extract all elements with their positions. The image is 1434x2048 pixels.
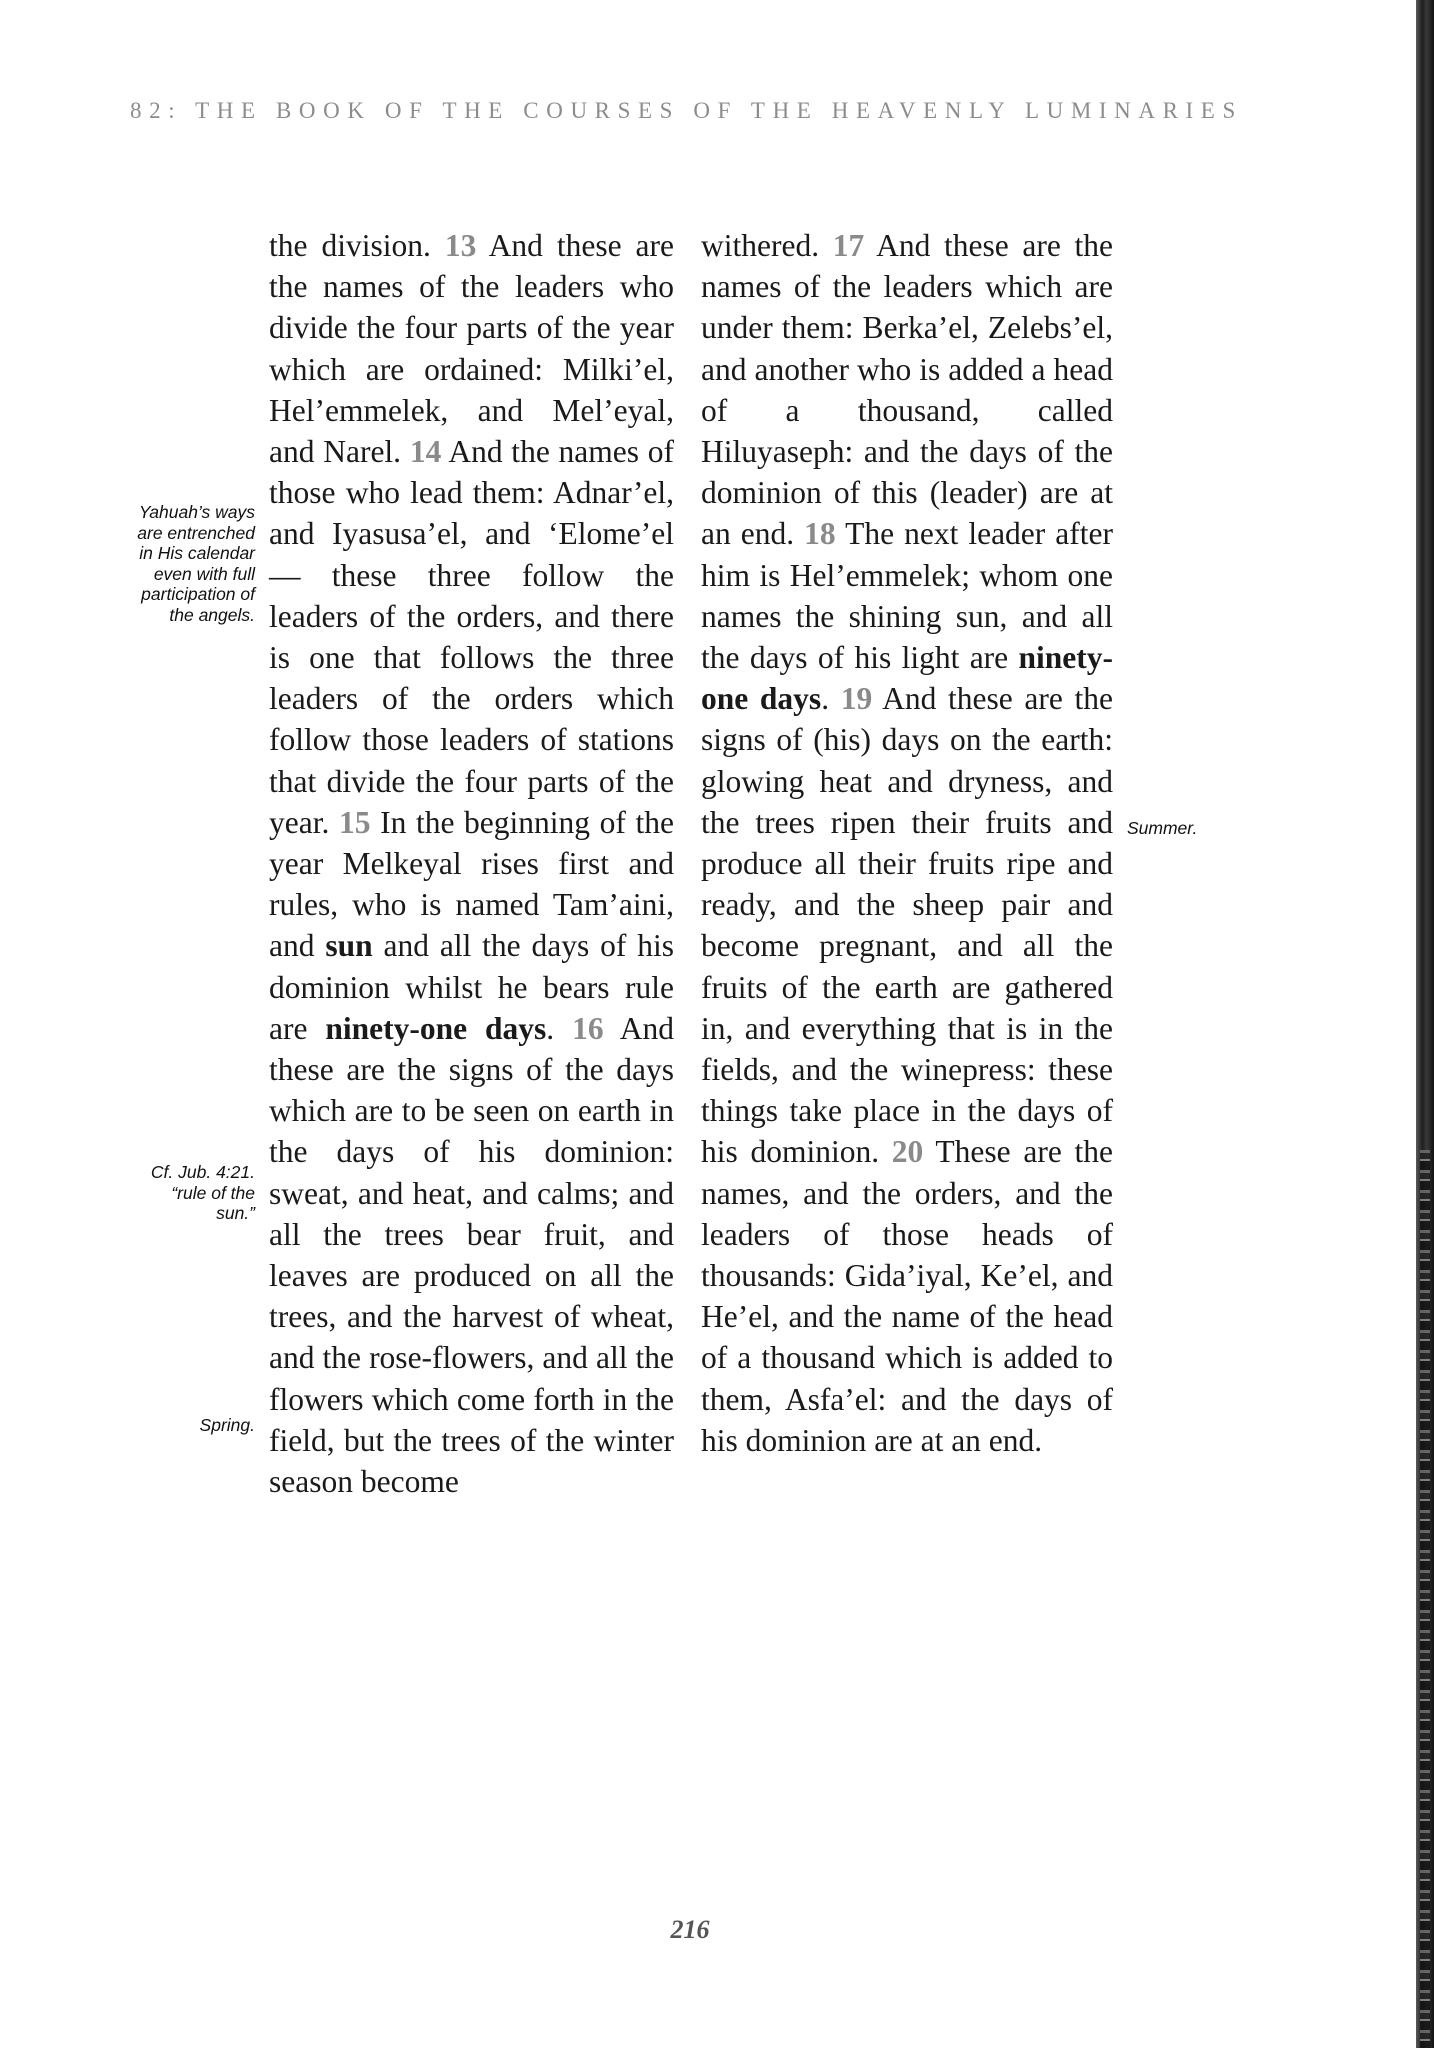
verse-text: the division. [269, 228, 445, 263]
margin-note-line: Yahuah’s ways [138, 502, 255, 522]
verse-number: 13 [444, 228, 477, 263]
bold-phrase: ninety-one days [325, 1010, 547, 1046]
bold-phrase: ninety-one days [701, 640, 1113, 717]
verse-text: And these are the signs of the days which are to be seen on earth in the days of his dominion: sweat, and heat, and calms; and all the trees bear fruit, and leaves are produced on all the trees, and the harvest of wheat, and the rose-flowers, and all the flowers which come forth in the field, but the trees of the winter season become [269, 1010, 674, 1500]
verse-number: 16 [572, 1010, 604, 1046]
margin-note-jubilees [105, 1162, 255, 1224]
verse-number: 19 [840, 681, 873, 717]
text-column-right [701, 225, 1113, 1461]
verse-text: And these are the names of the leaders which are under them: Berka’el, Zelebs’el, and another who is added a head of a thousand, called Hiluyaseph: and the days of the dominion of this (leader) are at an end. [701, 228, 1113, 552]
page-number: 216 [670, 1915, 710, 1944]
bold-phrase: sun [325, 928, 373, 964]
margin-note-line: Cf. Jub. 4:21. [150, 1162, 255, 1182]
margin-note-line: participation of [141, 584, 255, 604]
margin-note-line: Summer. [1127, 818, 1198, 838]
margin-note-line: sun.” [216, 1203, 255, 1223]
page-edge [1416, 0, 1434, 2048]
verse-text: And the names of those who lead them: Adnar’el, and Iyasusa’el, and ‘Elome’el— these three follow the leaders of the orders, and there is one that follows the three leaders of the orders which follow those leaders of stations that divide the four parts of the year. [269, 434, 674, 840]
verse-number: 15 [338, 804, 371, 840]
margin-note-line: in His calendar [139, 543, 255, 563]
text-column-left [269, 225, 674, 1502]
verse-text: . [546, 1010, 573, 1046]
verse-text: In the beginning of the year Melkeyal rises first and rules, who is named Tam’aini, and [269, 804, 674, 964]
verse-number: 17 [832, 228, 865, 263]
margin-note-line: even with full [153, 563, 255, 584]
verse-number: 18 [804, 516, 836, 552]
verse-text: and all the days of his dominion whilst he bears rule are [269, 928, 674, 1046]
margin-note-summer [1127, 818, 1197, 839]
margin-note-line: the angels. [169, 604, 255, 625]
margin-note-angels [105, 502, 255, 625]
verse-text: withered. [701, 228, 833, 263]
verse-text: And these are the names of the leaders who divide the four parts of the year which are ordained: Milki’el, Hel’emmelek, and Mel’eyal, and Narel. [269, 228, 675, 470]
verse-text: And these are the signs of (his) days on the earth: glowing heat and dryness, and the trees ripen their fruits and produce all their fruits ripe and ready, and the sheep pair and become pregnant, and all the fruits of the earth are gathered in, and everything that is in the fields, and the winepress: these things take place in the days of his dominion. [701, 681, 1114, 1170]
margin-note-line: “rule of the [171, 1182, 255, 1203]
running-head: 82: THE BOOK OF THE COURSES OF THE HEAVENLY LUMINARIES [130, 98, 1243, 123]
margin-note-spring [105, 1415, 255, 1436]
verse-text: These are the names, and the orders, and the leaders of those heads of thousands: Gida’iyal, Ke’el, and He’el, and the name of the head of a thousand which is added to them, Asfa’el: and the days of his dominion are at an end. [701, 1134, 1113, 1458]
margin-note-line: Spring. [199, 1415, 255, 1435]
verse-text: . [821, 681, 841, 717]
verse-number: 20 [891, 1134, 924, 1170]
verse-text: The next leader after him is Hel’emmelek; whom one names the shining sun, and all the days of his light are [701, 516, 1113, 676]
verse-number: 14 [409, 434, 442, 470]
margin-note-line: are entrenched [137, 522, 255, 543]
